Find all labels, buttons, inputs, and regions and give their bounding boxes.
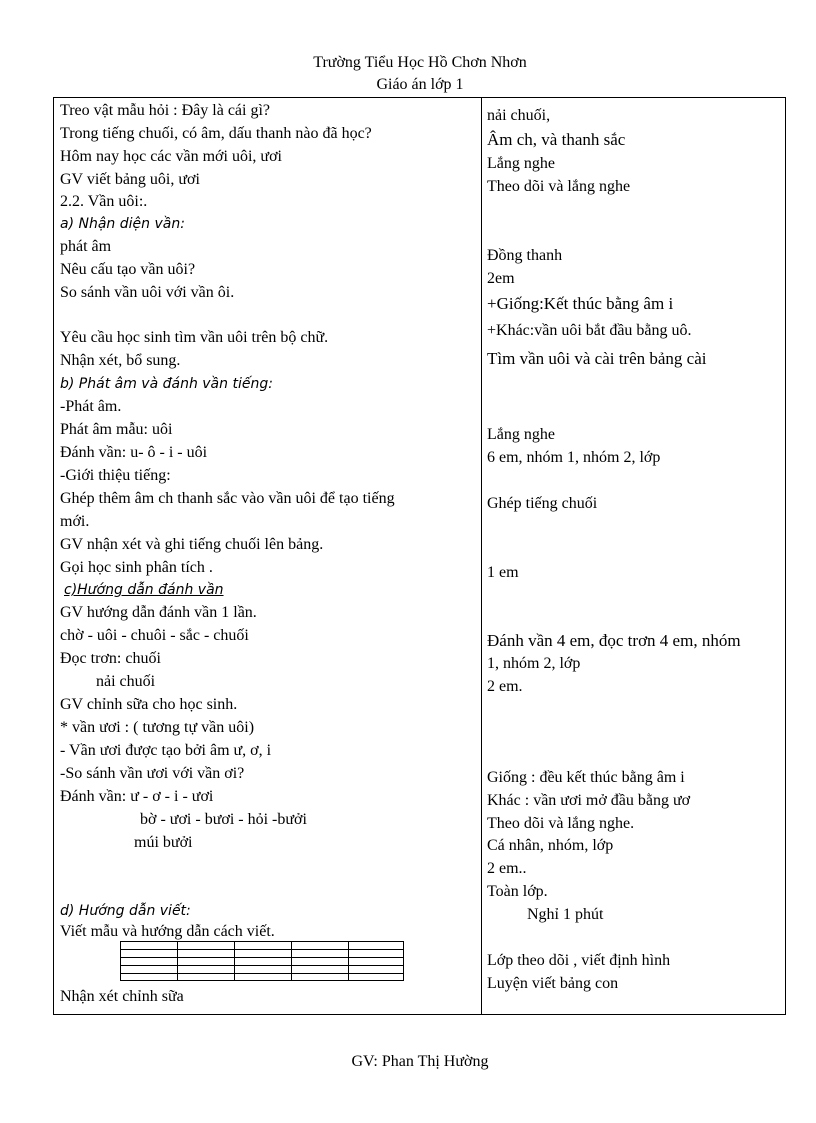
- section-heading: c)Hướng dẫn đánh vần: [64, 582, 224, 598]
- left-line: Đánh vần: ư - ơ - i - ươi: [60, 788, 214, 805]
- left-line: GV nhận xét và ghi tiếng chuối lên bảng.: [60, 536, 324, 553]
- left-line: -Giới thiệu tiếng:: [60, 467, 171, 484]
- left-line: -Phát âm.: [60, 398, 122, 415]
- right-line: Cá nhân, nhóm, lớp: [487, 837, 614, 854]
- right-line: 2 em.: [487, 678, 523, 695]
- school-name: Trường Tiểu Học Hồ Chơn Nhơn: [313, 54, 527, 71]
- right-line: 1, nhóm 2, lớp: [487, 655, 581, 672]
- right-line: Nghỉ 1 phút: [527, 906, 604, 923]
- handwriting-grid: [120, 941, 404, 981]
- teacher-name-footer: GV: Phan Thị Hường: [351, 1053, 489, 1070]
- right-line: Luyện viết bảng con: [487, 975, 619, 992]
- left-line: nải chuối: [96, 673, 156, 690]
- right-line: 6 em, nhóm 1, nhóm 2, lớp: [487, 449, 661, 466]
- left-line: GV chỉnh sữa cho học sinh.: [60, 696, 238, 713]
- right-line: Theo dõi và lắng nghe: [487, 178, 631, 195]
- right-line: 1 em: [487, 564, 519, 581]
- right-line: Lắng nghe: [487, 426, 555, 443]
- right-line: Tìm vần uôi và cài trên bảng cài: [487, 349, 707, 368]
- left-line: -So sánh vần ươi với vần ơi?: [60, 765, 245, 782]
- left-line: Đọc trơn: chuối: [60, 650, 161, 667]
- section-heading: b) Phát âm và đánh vần tiếng:: [60, 376, 273, 392]
- left-line: Yêu cầu học sinh tìm vần uôi trên bộ chữ.: [60, 329, 329, 346]
- left-line: * vần ươi : ( tương tự vần uôi): [60, 719, 255, 736]
- left-line: Ghép thêm âm ch thanh sắc vào vần uôi để tạo tiếng: [60, 490, 395, 507]
- left-line: Nhận xét chỉnh sữa: [60, 988, 184, 1005]
- left-line: GV viết bảng uôi, ươi: [60, 171, 200, 188]
- right-line: Toàn lớp.: [487, 883, 548, 900]
- right-line: Giống : đều kết thúc bằng âm i: [487, 769, 685, 786]
- left-line: chờ - uôi - chuôi - sắc - chuối: [60, 627, 249, 644]
- right-line: Âm ch, và thanh sắc: [487, 130, 626, 149]
- left-line: phát âm: [60, 238, 112, 255]
- left-line: Phát âm mẫu: uôi: [60, 421, 173, 438]
- right-line: +Khác:vần uôi bắt đầu bằng uô.: [487, 322, 692, 339]
- left-line: Gọi học sinh phân tích .: [60, 559, 213, 576]
- left-line: Nhận xét, bổ sung.: [60, 352, 181, 369]
- right-line: +Giống:Kết thúc bằng âm i: [487, 294, 674, 313]
- left-line: Đánh vần: u- ô - i - uôi: [60, 444, 208, 461]
- lesson-table: [53, 97, 786, 1015]
- right-line: Theo dõi và lắng nghe.: [487, 815, 635, 832]
- left-line: Hôm nay học các vần mới uôi, ươi: [60, 148, 282, 165]
- right-line: 2 em..: [487, 860, 527, 877]
- right-line: Lắng nghe: [487, 155, 555, 172]
- section-heading: a) Nhận diện vần:: [60, 216, 185, 232]
- left-line: bờ - ươi - bươi - hỏi -bưởi: [140, 811, 307, 828]
- right-line: Đồng thanh: [487, 247, 563, 264]
- left-line: - Vần ươi được tạo bởi âm ư, ơ, i: [60, 742, 272, 759]
- left-line: Nêu cấu tạo vần uôi?: [60, 261, 196, 278]
- section-heading: d) Hướng dẫn viết:: [60, 903, 191, 919]
- right-line: Đánh vần 4 em, đọc trơn 4 em, nhóm: [487, 631, 741, 650]
- section-heading: 2.2. Vần uôi:.: [60, 193, 148, 210]
- left-line: mới.: [60, 513, 90, 530]
- left-line: Viết mẫu và hướng dẫn cách viết.: [60, 923, 275, 940]
- left-line: GV hướng dẫn đánh vần 1 lần.: [60, 604, 257, 621]
- left-line: Treo vật mẫu hỏi : Đây là cái gì?: [60, 102, 271, 119]
- right-line: Ghép tiếng chuối: [487, 495, 598, 512]
- right-line: Lớp theo dõi , viết định hình: [487, 952, 671, 969]
- column-divider: [481, 98, 482, 1014]
- right-line: 2em: [487, 270, 515, 287]
- left-line: Trong tiếng chuối, có âm, dấu thanh nào đã học?: [60, 125, 372, 142]
- left-line: múi bưởi: [134, 834, 193, 851]
- left-line: So sánh vần uôi với vần ôi.: [60, 284, 235, 301]
- lesson-subtitle: Giáo án lớp 1: [376, 76, 464, 93]
- right-line: nải chuối,: [487, 107, 551, 124]
- right-line: Khác : vần ươi mở đầu bằng ươ: [487, 792, 691, 809]
